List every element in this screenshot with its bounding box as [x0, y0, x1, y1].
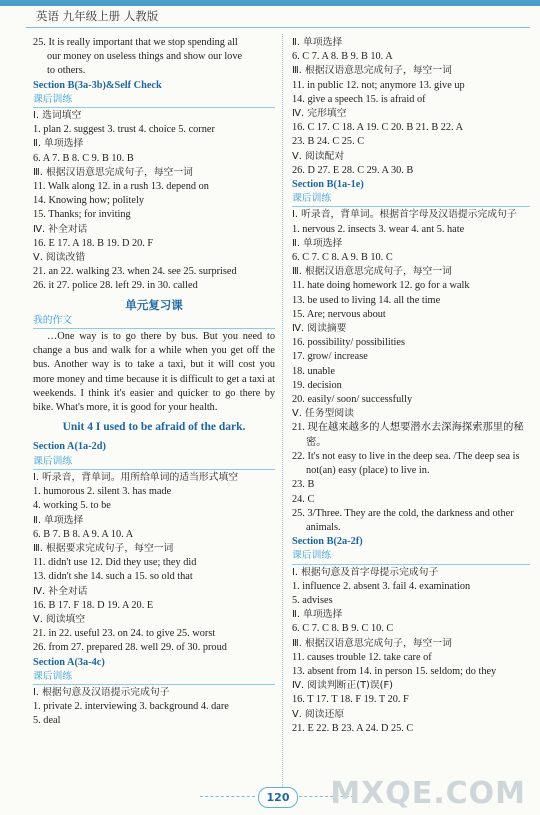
- answer-line: 21. in 22. useful 23. on 24. to give 25. worst: [33, 628, 216, 640]
- answer-line: 1. plan 2. suggest 3. trust 4. choice 5. corner: [33, 124, 215, 136]
- exercise-heading: Ⅳ. 阅读判断正(T)误(F): [292, 680, 393, 692]
- answer-line: 16. C 17. C 18. A 19. C 20. B 21. B 22. A: [292, 122, 464, 134]
- answer-line: 25. 3/Three. They are the cold, the darkness and other animals.: [292, 507, 514, 533]
- answer-line: 1. nervous 2. insects 3. wear 4. ant 5. hate: [292, 223, 465, 235]
- column-divider: [282, 34, 283, 789]
- header-rule: [26, 27, 530, 28]
- page-decoration-left: [200, 796, 255, 798]
- exercise-heading: Ⅴ. 阅读还原: [292, 708, 345, 720]
- exercise-heading: Ⅱ. 单项选择: [292, 237, 343, 249]
- answer-line: 15. Thanks; for inviting: [33, 209, 131, 221]
- section-title: Section B(2a-2f): [292, 536, 363, 548]
- answer-line: 6. B 7. B 8. A 9. A 10. A: [33, 528, 134, 540]
- answer-line: 5. advises: [292, 594, 333, 606]
- answer-line: 14. give a speech 15. is afraid of: [292, 93, 426, 105]
- book-title: 英语 九年级上册 人教版: [36, 9, 159, 23]
- answer-line: 16. E 17. A 18. B 19. D 20. F: [33, 237, 154, 249]
- exercise-heading: Ⅲ. 根据汉语意思完成句子，每空一词: [292, 637, 452, 649]
- answer-line: 13. be used to living 14. all the time: [292, 294, 441, 306]
- exercise-heading: Ⅰ. 根据句意及首字母提示完成句子: [292, 566, 439, 578]
- exercise-heading: Ⅰ. 听录音，背单词。用所给单词的适当形式填空: [33, 471, 239, 483]
- exercise-heading: Ⅴ. 任务型阅读: [292, 408, 354, 420]
- answer-line: 11. hate doing homework 12. go for a walk: [292, 280, 470, 292]
- answer-line: 13. didn't she 14. such a 15. so old that: [33, 571, 193, 583]
- answer-line: 14. Knowing how; politely: [33, 195, 144, 207]
- left-column: [33, 36, 275, 729]
- answer-line: 4. working 5. to be: [33, 500, 111, 512]
- answer-line: 22. It's not easy to live in the deep sea. /The deep sea is not(an) easy (place) to live in.: [292, 450, 520, 477]
- exercise-heading: Ⅳ. 补全对话: [33, 585, 88, 597]
- practice-label: 课后训练: [33, 455, 275, 470]
- answer-line: 21. an 22. walking 23. when 24. see 25. surprised: [33, 266, 237, 278]
- answer-line: 6. C 7. A 8. B 9. B 10. A: [292, 51, 393, 63]
- answer-line: 15. Are; nervous about: [292, 308, 386, 320]
- answer-line: 21. 现在越来越多的人想要潜水去深海探索那里的秘密。: [292, 422, 524, 448]
- practice-label: 课后训练: [33, 93, 275, 108]
- answer-line: 18. unable: [292, 365, 335, 377]
- answer-line: 20. easily/ soon/ successfully: [292, 394, 413, 406]
- answer-line: our money on useless things and show our love: [47, 51, 243, 63]
- header-band: [0, 0, 540, 6]
- answer-line: 6. C 7. C 8. A 9. B 10. C: [292, 252, 393, 264]
- section-title: Section B(3a-3b)&Self Check: [33, 79, 162, 91]
- answer-line: 23. B: [292, 479, 315, 491]
- answer-line: 21. E 22. B 23. A 24. D 25. C: [292, 722, 414, 734]
- section-title: Section A(1a-2d): [33, 441, 106, 453]
- practice-label: 课后训练: [292, 192, 530, 207]
- exercise-heading: Ⅳ. 完形填空: [292, 108, 347, 120]
- unit-title: Unit 4 I used to be afraid of the dark.: [62, 421, 246, 434]
- exercise-heading: Ⅰ. 选词填空: [33, 110, 82, 122]
- section-title: Section B(1a-1e): [292, 179, 364, 191]
- answer-line: 25. It is really important that we stop spending all: [33, 37, 238, 48]
- exercise-heading: Ⅱ. 单项选择: [33, 138, 84, 150]
- answer-line: 26. it 27. police 28. left 29. in 30. called: [33, 280, 198, 292]
- exercise-heading: Ⅱ. 单项选择: [292, 37, 343, 48]
- exercise-heading: Ⅳ. 补全对话: [33, 223, 88, 235]
- answer-line: 11. Walk along 12. in a rush 13. depend on: [33, 181, 209, 193]
- exercise-heading: Ⅱ. 单项选择: [33, 514, 84, 526]
- answer-line: 11. in public 12. not; anymore 13. give up: [292, 79, 465, 91]
- answer-line: 16. T 17. T 18. F 19. T 20. F: [292, 694, 409, 706]
- exercise-heading: Ⅲ. 根据要求完成句子，每空一词: [33, 542, 174, 554]
- answer-line: 26. D 27. E 28. C 29. A 30. B: [292, 164, 414, 176]
- watermark-logo: MXQE.COM: [330, 776, 526, 811]
- exercise-heading: Ⅱ. 单项选择: [292, 609, 343, 621]
- page-number: 120: [258, 787, 298, 808]
- unit-review-title: 单元复习课: [125, 297, 183, 312]
- answer-line: 13. absent from 14. in person 15. seldom; do they: [292, 665, 497, 677]
- page-header: [0, 0, 540, 30]
- answer-line: 5. deal: [33, 715, 61, 727]
- answer-line: 16. possibility/ possibilities: [292, 337, 405, 349]
- exercise-heading: Ⅰ. 根据句意及汉语提示完成句子: [33, 686, 170, 698]
- answer-line: 6. A 7. B 8. C 9. B 10. B: [33, 152, 134, 164]
- answer-line: 17. grow/ increase: [292, 351, 368, 363]
- answer-line: 23. B 24. C 25. C: [292, 136, 365, 148]
- practice-label: 课后训练: [292, 549, 530, 564]
- answer-line: 24. C: [292, 493, 315, 505]
- right-column: [292, 36, 530, 736]
- exercise-heading: Ⅰ. 听录音，背单词。根据首字母及汉语提示完成句子: [292, 209, 517, 221]
- practice-label: 课后训练: [33, 670, 275, 685]
- answer-line: 1. humorous 2. silent 3. has made: [33, 486, 172, 498]
- exercise-heading: Ⅳ. 阅读摘要: [292, 323, 347, 335]
- essay-label: 我的作文: [33, 314, 275, 329]
- exercise-heading: Ⅴ. 阅读改错: [33, 252, 86, 264]
- answer-line: 26. from 27. prepared 28. well 29. of 30. proud: [33, 642, 227, 654]
- exercise-heading: Ⅲ. 根据汉语意思完成句子，每空一词: [292, 65, 452, 77]
- answer-line: 1. private 2. interviewing 3. background 4. dare: [33, 701, 229, 713]
- answer-line: 6. C 7. C 8. B 9. C 10. C: [292, 623, 394, 635]
- exercise-heading: Ⅴ. 阅读填空: [33, 613, 86, 625]
- answer-line: to others.: [47, 65, 86, 77]
- answer-line: 11. didn't use 12. Did they use; they did: [33, 557, 197, 569]
- exercise-heading: Ⅲ. 根据汉语意思完成句子，每空一词: [292, 266, 452, 278]
- exercise-heading: Ⅲ. 根据汉语意思完成句子，每空一词: [33, 166, 193, 178]
- essay-paragraph: …One way is to go there by bus. But you need to change a bus and walk for a while when you get off the bus. Another way is to take a taxi, but it will cost you more money and time because it is difficult to get a taxi at weekends. I think it's easier and quicker to go there by bike. What's more, it is good for your health.: [33, 331, 275, 414]
- answer-line: 19. decision: [292, 379, 342, 391]
- exercise-heading: Ⅴ. 阅读配对: [292, 150, 345, 162]
- answer-line: 1. influence 2. absent 3. fail 4. examination: [292, 580, 471, 592]
- answer-line: 11. causes trouble 12. take care of: [292, 651, 432, 663]
- answer-line: 16. B 17. F 18. D 19. A 20. E: [33, 599, 154, 611]
- section-title: Section A(3a-4c): [33, 656, 105, 668]
